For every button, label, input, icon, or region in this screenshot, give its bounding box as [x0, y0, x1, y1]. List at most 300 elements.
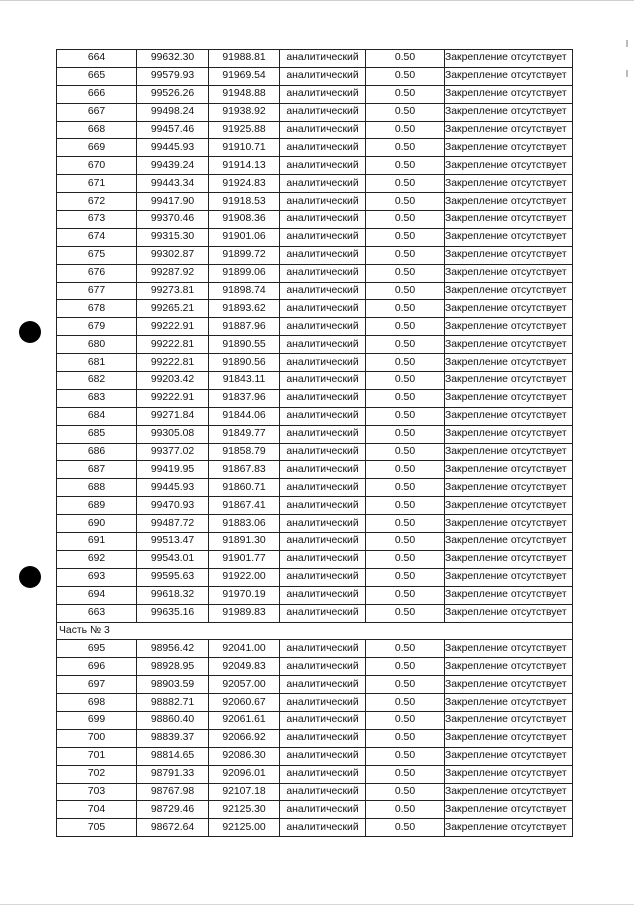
coord-x-cell: 98928.95 [137, 658, 209, 676]
coord-x-cell: 99302.87 [137, 246, 209, 264]
coord-y-cell: 91849.77 [209, 425, 280, 443]
coord-y-cell: 91890.55 [209, 336, 280, 354]
point-number-cell: 684 [57, 407, 137, 425]
point-number-cell: 667 [57, 103, 137, 121]
table-row [57, 175, 573, 193]
table-row [57, 694, 573, 712]
point-number-cell: 664 [57, 50, 137, 68]
coord-x-cell: 99487.72 [137, 515, 209, 533]
accuracy-cell: 0.50 [366, 318, 445, 336]
table-row [57, 246, 573, 264]
coord-y-cell: 91858.79 [209, 443, 280, 461]
method-cell: аналитический [280, 354, 366, 372]
method-cell: аналитический [280, 604, 366, 622]
accuracy-cell: 0.50 [366, 676, 445, 694]
method-cell: аналитический [280, 443, 366, 461]
coord-x-cell: 98767.98 [137, 783, 209, 801]
coord-x-cell: 99271.84 [137, 407, 209, 425]
coord-x-cell: 99222.81 [137, 354, 209, 372]
table-row [57, 282, 573, 300]
section-row [57, 622, 573, 640]
fixing-cell: Закрепление отсутствует [445, 783, 573, 801]
fixing-cell: Закрепление отсутствует [445, 121, 573, 139]
point-number-cell: 697 [57, 676, 137, 694]
coord-y-cell: 91887.96 [209, 318, 280, 336]
coord-x-cell: 98882.71 [137, 694, 209, 712]
coord-y-cell: 91948.88 [209, 85, 280, 103]
accuracy-cell: 0.50 [366, 747, 445, 765]
fixing-cell: Закрепление отсутствует [445, 389, 573, 407]
punch-hole-mark [19, 566, 41, 588]
accuracy-cell: 0.50 [366, 783, 445, 801]
fixing-cell: Закрепление отсутствует [445, 85, 573, 103]
method-cell: аналитический [280, 461, 366, 479]
accuracy-cell: 0.50 [366, 443, 445, 461]
method-cell: аналитический [280, 300, 366, 318]
method-cell: аналитический [280, 389, 366, 407]
fixing-cell: Закрепление отсутствует [445, 354, 573, 372]
coord-y-cell: 91893.62 [209, 300, 280, 318]
fixing-cell: Закрепление отсутствует [445, 497, 573, 515]
method-cell: аналитический [280, 103, 366, 121]
coord-x-cell: 99445.93 [137, 139, 209, 157]
coord-x-cell: 99618.32 [137, 586, 209, 604]
method-cell: аналитический [280, 318, 366, 336]
table-row [57, 801, 573, 819]
method-cell: аналитический [280, 85, 366, 103]
coord-y-cell: 91970.19 [209, 586, 280, 604]
fixing-cell: Закрепление отсутствует [445, 282, 573, 300]
method-cell: аналитический [280, 372, 366, 390]
table-row [57, 354, 573, 372]
fixing-cell: Закрепление отсутствует [445, 193, 573, 211]
coord-y-cell: 91918.53 [209, 193, 280, 211]
method-cell: аналитический [280, 407, 366, 425]
coord-y-cell: 91883.06 [209, 515, 280, 533]
fixing-cell: Закрепление отсутствует [445, 175, 573, 193]
point-number-cell: 666 [57, 85, 137, 103]
accuracy-cell: 0.50 [366, 264, 445, 282]
accuracy-cell: 0.50 [366, 550, 445, 568]
accuracy-cell: 0.50 [366, 85, 445, 103]
method-cell: аналитический [280, 228, 366, 246]
method-cell: аналитический [280, 157, 366, 175]
coord-y-cell: 91924.83 [209, 175, 280, 193]
point-number-cell: 686 [57, 443, 137, 461]
table-row [57, 67, 573, 85]
point-number-cell: 675 [57, 246, 137, 264]
point-number-cell: 701 [57, 747, 137, 765]
method-cell: аналитический [280, 515, 366, 533]
coord-x-cell: 98903.59 [137, 676, 209, 694]
fixing-cell: Закрепление отсутствует [445, 711, 573, 729]
table-row [57, 533, 573, 551]
fixing-cell: Закрепление отсутствует [445, 211, 573, 229]
coord-x-cell: 99222.81 [137, 336, 209, 354]
table-row [57, 407, 573, 425]
accuracy-cell: 0.50 [366, 121, 445, 139]
point-number-cell: 691 [57, 533, 137, 551]
fixing-cell: Закрепление отсутствует [445, 157, 573, 175]
method-cell: аналитический [280, 193, 366, 211]
coord-y-cell: 92041.00 [209, 640, 280, 658]
coord-y-cell: 91901.77 [209, 550, 280, 568]
point-number-cell: 683 [57, 389, 137, 407]
fixing-cell: Закрепление отсутствует [445, 533, 573, 551]
method-cell: аналитический [280, 50, 366, 68]
coord-x-cell: 98814.65 [137, 747, 209, 765]
table-row [57, 497, 573, 515]
accuracy-cell: 0.50 [366, 515, 445, 533]
accuracy-cell: 0.50 [366, 139, 445, 157]
method-cell: аналитический [280, 658, 366, 676]
coord-x-cell: 99443.34 [137, 175, 209, 193]
coord-y-cell: 91844.06 [209, 407, 280, 425]
accuracy-cell: 0.50 [366, 228, 445, 246]
coordinates-table [56, 49, 573, 837]
coord-x-cell: 99203.42 [137, 372, 209, 390]
coord-x-cell: 99222.91 [137, 389, 209, 407]
table-row [57, 389, 573, 407]
accuracy-cell: 0.50 [366, 479, 445, 497]
accuracy-cell: 0.50 [366, 372, 445, 390]
point-number-cell: 703 [57, 783, 137, 801]
scan-speck [626, 70, 628, 77]
table-row [57, 372, 573, 390]
fixing-cell: Закрепление отсутствует [445, 67, 573, 85]
point-number-cell: 700 [57, 729, 137, 747]
accuracy-cell: 0.50 [366, 461, 445, 479]
point-number-cell: 702 [57, 765, 137, 783]
coord-y-cell: 91867.83 [209, 461, 280, 479]
accuracy-cell: 0.50 [366, 819, 445, 837]
accuracy-cell: 0.50 [366, 497, 445, 515]
coord-x-cell: 99419.95 [137, 461, 209, 479]
coord-y-cell: 91899.72 [209, 246, 280, 264]
fixing-cell: Закрепление отсутствует [445, 461, 573, 479]
accuracy-cell: 0.50 [366, 604, 445, 622]
fixing-cell: Закрепление отсутствует [445, 729, 573, 747]
coord-y-cell: 91938.92 [209, 103, 280, 121]
coord-x-cell: 99305.08 [137, 425, 209, 443]
coord-x-cell: 98860.40 [137, 711, 209, 729]
accuracy-cell: 0.50 [366, 67, 445, 85]
fixing-cell: Закрепление отсутствует [445, 640, 573, 658]
coord-x-cell: 99526.26 [137, 85, 209, 103]
table-row [57, 479, 573, 497]
accuracy-cell: 0.50 [366, 765, 445, 783]
coord-x-cell: 99470.93 [137, 497, 209, 515]
table-row [57, 640, 573, 658]
coord-y-cell: 92061.61 [209, 711, 280, 729]
accuracy-cell: 0.50 [366, 640, 445, 658]
method-cell: аналитический [280, 533, 366, 551]
fixing-cell: Закрепление отсутствует [445, 336, 573, 354]
method-cell: аналитический [280, 711, 366, 729]
accuracy-cell: 0.50 [366, 568, 445, 586]
table-row [57, 765, 573, 783]
accuracy-cell: 0.50 [366, 711, 445, 729]
point-number-cell: 676 [57, 264, 137, 282]
coord-y-cell: 91891.30 [209, 533, 280, 551]
coord-y-cell: 92125.30 [209, 801, 280, 819]
table-row [57, 568, 573, 586]
coord-x-cell: 99445.93 [137, 479, 209, 497]
method-cell: аналитический [280, 819, 366, 837]
fixing-cell: Закрепление отсутствует [445, 246, 573, 264]
fixing-cell: Закрепление отсутствует [445, 372, 573, 390]
accuracy-cell: 0.50 [366, 300, 445, 318]
fixing-cell: Закрепление отсутствует [445, 228, 573, 246]
point-number-cell: 665 [57, 67, 137, 85]
punch-hole-mark [19, 321, 41, 343]
coord-y-cell: 91898.74 [209, 282, 280, 300]
coord-x-cell: 99579.93 [137, 67, 209, 85]
accuracy-cell: 0.50 [366, 157, 445, 175]
table-row [57, 228, 573, 246]
table-row [57, 783, 573, 801]
coord-x-cell: 99635.16 [137, 604, 209, 622]
method-cell: аналитический [280, 175, 366, 193]
method-cell: аналитический [280, 729, 366, 747]
accuracy-cell: 0.50 [366, 103, 445, 121]
method-cell: аналитический [280, 425, 366, 443]
accuracy-cell: 0.50 [366, 533, 445, 551]
fixing-cell: Закрепление отсутствует [445, 568, 573, 586]
point-number-cell: 671 [57, 175, 137, 193]
table-row [57, 443, 573, 461]
accuracy-cell: 0.50 [366, 658, 445, 676]
point-number-cell: 685 [57, 425, 137, 443]
table-row [57, 586, 573, 604]
table-row [57, 336, 573, 354]
coord-y-cell: 91867.41 [209, 497, 280, 515]
method-cell: аналитический [280, 67, 366, 85]
coord-x-cell: 99265.21 [137, 300, 209, 318]
point-number-cell: 690 [57, 515, 137, 533]
fixing-cell: Закрепление отсутствует [445, 515, 573, 533]
accuracy-cell: 0.50 [366, 694, 445, 712]
table-row [57, 193, 573, 211]
method-cell: аналитический [280, 568, 366, 586]
coord-x-cell: 98791.33 [137, 765, 209, 783]
table-row [57, 747, 573, 765]
point-number-cell: 699 [57, 711, 137, 729]
table-row [57, 121, 573, 139]
coord-x-cell: 99315.30 [137, 228, 209, 246]
point-number-cell: 695 [57, 640, 137, 658]
coord-y-cell: 92049.83 [209, 658, 280, 676]
coord-y-cell: 92107.18 [209, 783, 280, 801]
method-cell: аналитический [280, 139, 366, 157]
point-number-cell: 698 [57, 694, 137, 712]
point-number-cell: 687 [57, 461, 137, 479]
method-cell: аналитический [280, 586, 366, 604]
table-row [57, 461, 573, 479]
table-row [57, 711, 573, 729]
coord-x-cell: 99439.24 [137, 157, 209, 175]
coord-y-cell: 91989.83 [209, 604, 280, 622]
coord-x-cell: 98956.42 [137, 640, 209, 658]
accuracy-cell: 0.50 [366, 336, 445, 354]
table-row [57, 85, 573, 103]
method-cell: аналитический [280, 747, 366, 765]
fixing-cell: Закрепление отсутствует [445, 801, 573, 819]
accuracy-cell: 0.50 [366, 389, 445, 407]
table-row [57, 658, 573, 676]
point-number-cell: 680 [57, 336, 137, 354]
coord-x-cell: 99377.02 [137, 443, 209, 461]
fixing-cell: Закрепление отсутствует [445, 479, 573, 497]
point-number-cell: 670 [57, 157, 137, 175]
scan-speck [626, 40, 628, 47]
fixing-cell: Закрепление отсутствует [445, 300, 573, 318]
section-label: Часть № 3 [57, 622, 573, 640]
coord-y-cell: 91925.88 [209, 121, 280, 139]
point-number-cell: 673 [57, 211, 137, 229]
fixing-cell: Закрепление отсутствует [445, 604, 573, 622]
fixing-cell: Закрепление отсутствует [445, 264, 573, 282]
method-cell: аналитический [280, 264, 366, 282]
coord-x-cell: 99595.63 [137, 568, 209, 586]
coord-y-cell: 91910.71 [209, 139, 280, 157]
coord-y-cell: 92066.92 [209, 729, 280, 747]
accuracy-cell: 0.50 [366, 282, 445, 300]
point-number-cell: 663 [57, 604, 137, 622]
accuracy-cell: 0.50 [366, 50, 445, 68]
table-row [57, 264, 573, 282]
coord-x-cell: 98729.46 [137, 801, 209, 819]
point-number-cell: 704 [57, 801, 137, 819]
coord-y-cell: 92060.67 [209, 694, 280, 712]
coord-x-cell: 99632.30 [137, 50, 209, 68]
table-row [57, 139, 573, 157]
fixing-cell: Закрепление отсутствует [445, 103, 573, 121]
coord-x-cell: 99273.81 [137, 282, 209, 300]
fixing-cell: Закрепление отсутствует [445, 819, 573, 837]
point-number-cell: 677 [57, 282, 137, 300]
coord-x-cell: 99370.46 [137, 211, 209, 229]
point-number-cell: 692 [57, 550, 137, 568]
point-number-cell: 688 [57, 479, 137, 497]
accuracy-cell: 0.50 [366, 211, 445, 229]
fixing-cell: Закрепление отсутствует [445, 139, 573, 157]
coord-y-cell: 91969.54 [209, 67, 280, 85]
coord-y-cell: 91837.96 [209, 389, 280, 407]
coord-y-cell: 92057.00 [209, 676, 280, 694]
coord-y-cell: 92086.30 [209, 747, 280, 765]
fixing-cell: Закрепление отсутствует [445, 443, 573, 461]
method-cell: аналитический [280, 479, 366, 497]
coord-y-cell: 91914.13 [209, 157, 280, 175]
coord-x-cell: 99498.24 [137, 103, 209, 121]
table-row [57, 300, 573, 318]
method-cell: аналитический [280, 676, 366, 694]
point-number-cell: 672 [57, 193, 137, 211]
coordinates-table-body [57, 50, 573, 837]
page-top-edge [0, 0, 634, 1]
method-cell: аналитический [280, 801, 366, 819]
fixing-cell: Закрепление отсутствует [445, 658, 573, 676]
table-row [57, 211, 573, 229]
point-number-cell: 669 [57, 139, 137, 157]
coord-y-cell: 92096.01 [209, 765, 280, 783]
point-number-cell: 682 [57, 372, 137, 390]
point-number-cell: 678 [57, 300, 137, 318]
coord-y-cell: 91908.36 [209, 211, 280, 229]
table-row [57, 318, 573, 336]
accuracy-cell: 0.50 [366, 729, 445, 747]
fixing-cell: Закрепление отсутствует [445, 586, 573, 604]
table-row [57, 729, 573, 747]
coord-x-cell: 99287.92 [137, 264, 209, 282]
coord-x-cell: 99543.01 [137, 550, 209, 568]
method-cell: аналитический [280, 694, 366, 712]
coord-y-cell: 91843.11 [209, 372, 280, 390]
fixing-cell: Закрепление отсутствует [445, 425, 573, 443]
point-number-cell: 674 [57, 228, 137, 246]
method-cell: аналитический [280, 550, 366, 568]
point-number-cell: 679 [57, 318, 137, 336]
table-row [57, 515, 573, 533]
table-row [57, 157, 573, 175]
fixing-cell: Закрепление отсутствует [445, 765, 573, 783]
method-cell: аналитический [280, 211, 366, 229]
method-cell: аналитический [280, 246, 366, 264]
accuracy-cell: 0.50 [366, 246, 445, 264]
coord-x-cell: 99222.91 [137, 318, 209, 336]
method-cell: аналитический [280, 783, 366, 801]
point-number-cell: 694 [57, 586, 137, 604]
coord-y-cell: 92125.00 [209, 819, 280, 837]
point-number-cell: 693 [57, 568, 137, 586]
accuracy-cell: 0.50 [366, 801, 445, 819]
accuracy-cell: 0.50 [366, 586, 445, 604]
point-number-cell: 681 [57, 354, 137, 372]
point-number-cell: 668 [57, 121, 137, 139]
fixing-cell: Закрепление отсутствует [445, 550, 573, 568]
fixing-cell: Закрепление отсутствует [445, 318, 573, 336]
fixing-cell: Закрепление отсутствует [445, 747, 573, 765]
fixing-cell: Закрепление отсутствует [445, 694, 573, 712]
accuracy-cell: 0.50 [366, 354, 445, 372]
method-cell: аналитический [280, 765, 366, 783]
table-row [57, 819, 573, 837]
table-row [57, 604, 573, 622]
coord-y-cell: 91901.06 [209, 228, 280, 246]
table-row [57, 50, 573, 68]
coord-y-cell: 91890.56 [209, 354, 280, 372]
coord-y-cell: 91860.71 [209, 479, 280, 497]
method-cell: аналитический [280, 640, 366, 658]
method-cell: аналитический [280, 121, 366, 139]
point-number-cell: 689 [57, 497, 137, 515]
coord-x-cell: 99513.47 [137, 533, 209, 551]
accuracy-cell: 0.50 [366, 175, 445, 193]
coord-x-cell: 98839.37 [137, 729, 209, 747]
coord-x-cell: 99417.90 [137, 193, 209, 211]
accuracy-cell: 0.50 [366, 193, 445, 211]
point-number-cell: 696 [57, 658, 137, 676]
point-number-cell: 705 [57, 819, 137, 837]
coord-x-cell: 98672.64 [137, 819, 209, 837]
table-row [57, 425, 573, 443]
accuracy-cell: 0.50 [366, 407, 445, 425]
coord-x-cell: 99457.46 [137, 121, 209, 139]
table-row [57, 550, 573, 568]
coord-y-cell: 91899.06 [209, 264, 280, 282]
coord-y-cell: 91922.00 [209, 568, 280, 586]
